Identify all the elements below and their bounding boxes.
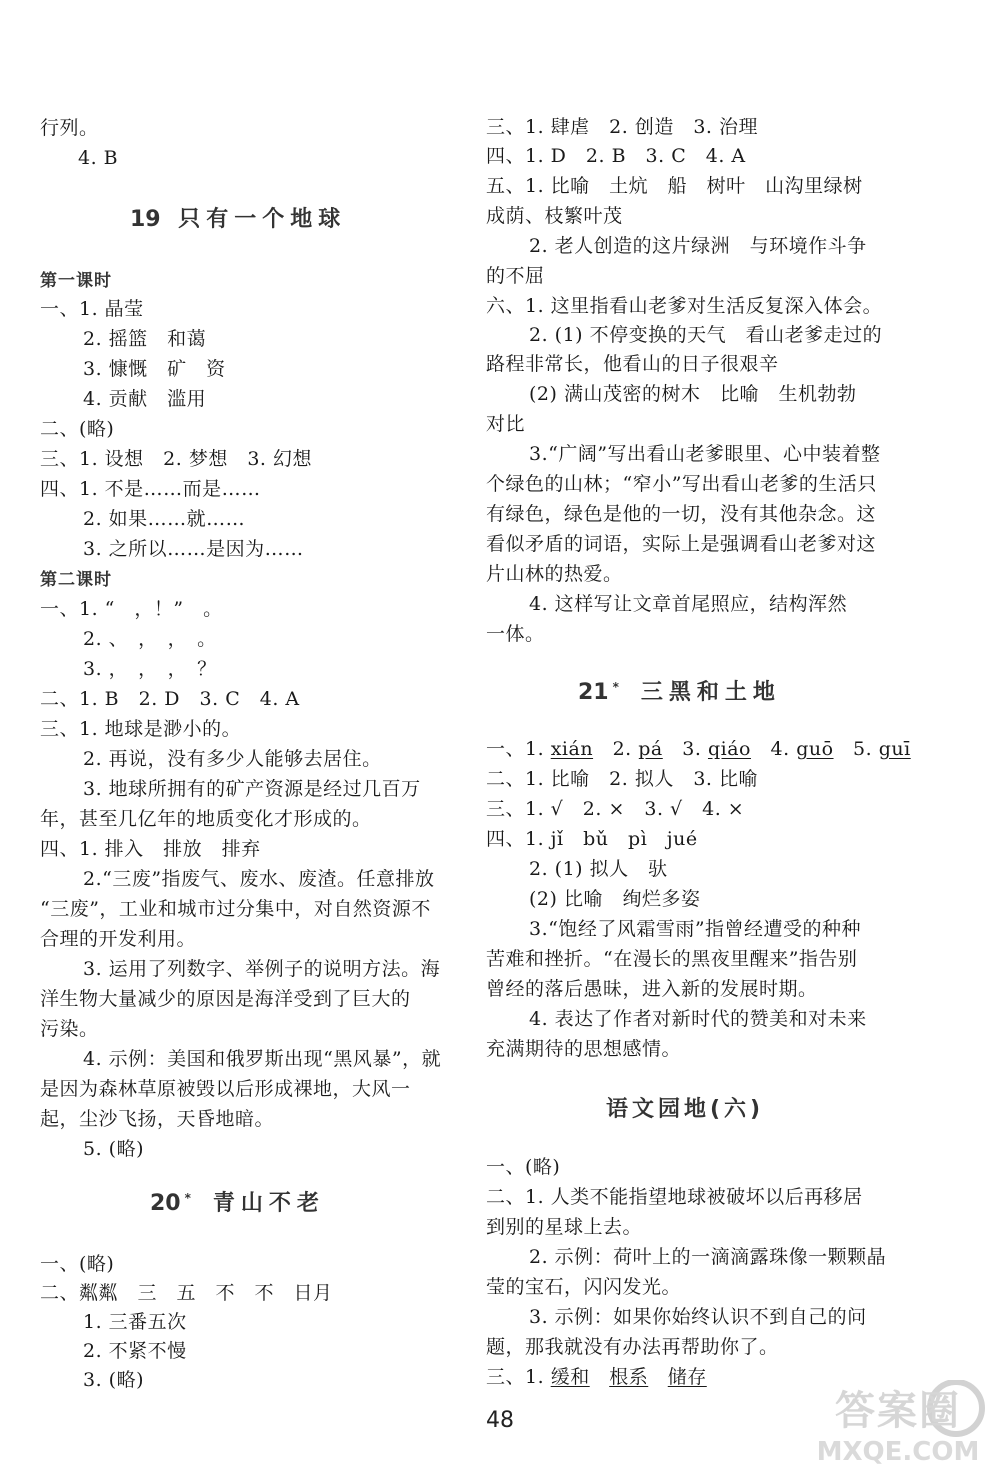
text-line: 2. 不紧不慢 [83, 1340, 187, 1362]
text-line: 年，甚至几亿年的地质变化才形成的。 [40, 808, 372, 830]
text-line: 路程非常长，他看山的日子很艰辛 [486, 353, 779, 375]
text-line: 苦难和挫折。“在漫长的黑夜里醒来”指告别 [486, 948, 858, 970]
text-line: (2) 满山茂密的树木 比喻 生机勃勃 [529, 383, 857, 405]
text-line: 行列。 [40, 117, 99, 139]
text-line: 3. 地球所拥有的矿产资源是经过几百万 [83, 778, 421, 800]
text-line: 片山林的热爱。 [486, 563, 623, 585]
text-line: 2. (1) 拟人 驮 [529, 858, 668, 880]
text-line: 起，尘沙飞扬，天昏地暗。 [40, 1108, 275, 1130]
text-line: 莹的宝石，闪闪发光。 [486, 1276, 682, 1298]
text-line: 4. 表达了作者对新时代的赞美和对未来 [529, 1008, 867, 1030]
watermark-graphic [806, 1380, 992, 1466]
text-line: 一、1. 晶莹 [40, 298, 144, 320]
pinyin-answer: guō [796, 738, 834, 760]
section-star: * [612, 679, 619, 694]
text-line: 4. B [78, 147, 119, 169]
section-title: 只有一个地球 [178, 207, 347, 232]
text-line: 1. 三番五次 [83, 1311, 187, 1333]
text-line: 三、1. 肆虐 2. 创造 3. 治理 [486, 116, 759, 138]
text-line: 3. 示例：如果你始终认识不到自己的问 [529, 1306, 867, 1328]
lesson-heading: 第一课时 [40, 271, 112, 291]
pinyin-answer: qiáo [707, 738, 751, 760]
text-line: (2) 比喻 绚烂多姿 [529, 888, 701, 910]
text-line: 对比 [486, 413, 526, 435]
section-title: 三黑和土地 [640, 680, 781, 705]
text-line: 三、1. 地球是渺小的。 [40, 718, 242, 740]
pinyin-answer: guī [878, 738, 911, 760]
text-line: 四、1. D 2. B 3. C 4. A [486, 145, 746, 167]
text-line: 3.“饱经了风霜雪雨”指曾经遭受的种种 [529, 918, 862, 940]
text-line: 题，那我就没有办法再帮助你了。 [486, 1336, 779, 1358]
text-line: 2. (1) 不停变换的天气 看山老爹走过的 [529, 324, 883, 346]
section-title: 青山不老 [212, 1191, 325, 1216]
text-line: 洋生物大量减少的原因是海洋受到了巨大的 [40, 988, 411, 1010]
text-line: 5. (略) [83, 1138, 144, 1160]
text-line: 3. 之所以……是因为…… [83, 538, 304, 560]
section-number: 21 [578, 680, 609, 705]
section-heading-20 [150, 1186, 325, 1217]
text-line: 三、1. 设想 2. 梦想 3. 幻想 [40, 448, 313, 470]
section-number: 19 [130, 207, 161, 232]
pinyin-answer-line: 一、1. xián 2. pá 3. qiáo 4. guō 5. guī [486, 738, 911, 760]
text-line: 的不屈 [486, 265, 545, 287]
text-line: 一、1. “ ，！” 。 [40, 598, 223, 620]
text-line: 二、粼粼 三 五 不 不 日月 [40, 1282, 333, 1304]
text-line: 一、(略) [486, 1156, 561, 1178]
page-number: 48 [486, 1408, 514, 1433]
text-line: 充满期待的思想感情。 [486, 1038, 682, 1060]
section-heading-19 [130, 202, 346, 233]
text-line: 看似矛盾的词语，实际上是强调看山老爹对这 [486, 533, 877, 555]
text-line: 成荫、枝繁叶茂 [486, 205, 623, 227]
text-line: “三废”，工业和城市过分集中，对自然资源不 [40, 898, 431, 920]
pinyin-answer: xián [550, 738, 594, 760]
text-line: 4. 这样写让文章首尾照应，结构浑然 [529, 593, 848, 615]
text-line: 四、1. 排入 排放 排弃 [40, 838, 261, 860]
underlined-word: 缓和 [550, 1366, 590, 1388]
text-line: 4. 示例：美国和俄罗斯出现“黑风暴”，就 [83, 1048, 442, 1070]
section-star: * [184, 1190, 191, 1205]
text-line: 六、1. 这里指看山老爹对生活反复深入体会。 [486, 295, 883, 317]
text-line: 3. 慷慨 矿 资 [83, 358, 226, 380]
text-line: 3. (略) [83, 1369, 144, 1391]
watermark-logo [806, 1380, 992, 1466]
text-line: 3. ， ， ， ？ [83, 658, 217, 680]
underlined-word: 储存 [667, 1366, 707, 1388]
text-line: 四、1. 不是……而是…… [40, 478, 261, 500]
text-line: 曾经的落后愚昧，进入新的发展时期。 [486, 978, 818, 1000]
section-heading-21 [578, 675, 781, 706]
text-line: 2. 示例：荷叶上的一滴滴露珠像一颗颗晶 [529, 1246, 887, 1268]
text-line: 二、1. 比喻 2. 拟人 3. 比喻 [486, 768, 759, 790]
text-line: 四、1. jǐ bǔ pì jué [486, 828, 698, 850]
text-line: 2. 如果……就…… [83, 508, 246, 530]
text-line: 二、(略) [40, 418, 115, 440]
text-line: 个绿色的山林；“窄小”写出看山老爹的生活只 [486, 473, 877, 495]
text-line: 2. 摇篮 和蔼 [83, 328, 207, 350]
underlined-word: 根系 [609, 1366, 649, 1388]
section-number: 20 [150, 1191, 181, 1216]
underlined-words-line: 三、1. 缓和 根系 储存 [486, 1366, 707, 1388]
text-line: 2. 再说，没有多少人能够去居住。 [83, 748, 382, 770]
text-line: 3.“广阔”写出看山老爹眼里、心中装着整 [529, 443, 881, 465]
text-line: 污染。 [40, 1018, 99, 1040]
text-line: 到别的星球上去。 [486, 1216, 643, 1238]
text-line: 一、(略) [40, 1253, 115, 1275]
text-line: 有绿色，绿色是他的一切，没有其他杂念。这 [486, 503, 877, 525]
text-line: 2.“三废”指废气、废水、废渣。任意排放 [83, 868, 435, 890]
text-line: 3. 运用了列数字、举例子的说明方法。海 [83, 958, 441, 980]
text-line: 是因为森林草原被毁以后形成裸地，大风一 [40, 1078, 411, 1100]
text-line: 二、1. 人类不能指望地球被破坏以后再移居 [486, 1186, 863, 1208]
text-line: 五、1. 比喻 土炕 船 树叶 山沟里绿树 [486, 175, 863, 197]
text-line: 2. 老人创造的这片绿洲 与环境作斗争 [529, 235, 867, 257]
text-line: 4. 贡献 滥用 [83, 388, 207, 410]
lesson-heading: 第二课时 [40, 570, 112, 590]
text-line: 一体。 [486, 623, 545, 645]
watermark-bottom-text: MXQE.COM [816, 1437, 980, 1466]
section-heading-garden: 语文园地(六) [606, 1097, 765, 1122]
text-line: 2. 、 ， ， 。 [83, 628, 217, 650]
text-line: 三、1. √ 2. × 3. √ 4. × [486, 798, 745, 820]
text-line: 合理的开发利用。 [40, 928, 197, 950]
watermark-top-text: 答案圈 [835, 1388, 961, 1434]
pinyin-answer: pá [638, 738, 663, 760]
text-line: 二、1. B 2. D 3. C 4. A [40, 688, 300, 710]
